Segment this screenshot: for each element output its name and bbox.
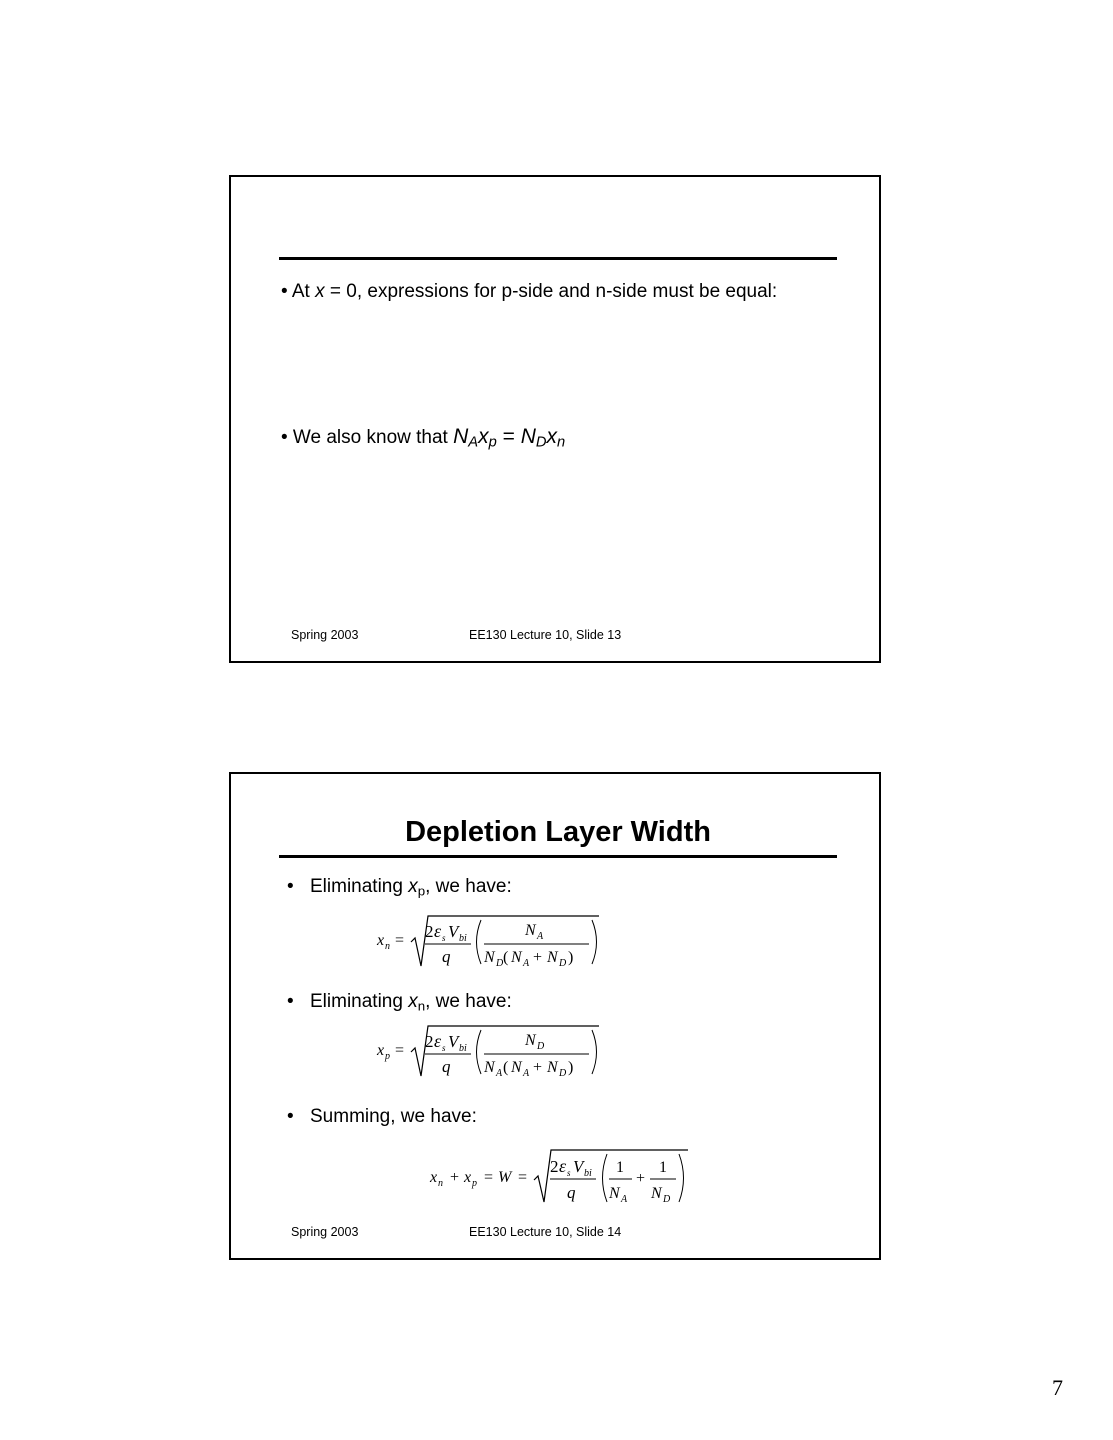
svg-text:A: A [523, 1068, 530, 1079]
bullet-summing [310, 1106, 477, 1128]
svg-text:N: N [511, 1059, 522, 1076]
bullet-text: Summing, we have: [310, 1106, 477, 1127]
svg-text:N: N [511, 949, 522, 966]
svg-text:A: A [621, 1194, 628, 1205]
svg-text:n: n [438, 1178, 443, 1189]
svg-text:(: ( [503, 949, 509, 966]
svg-text:x: x [377, 1042, 385, 1059]
math-sub: n [556, 434, 566, 451]
math-var: x [408, 876, 418, 897]
math-sub: p [488, 434, 497, 451]
math-sub: n [417, 998, 426, 1014]
bullet-eliminate-xp [310, 876, 512, 898]
math-var: x [315, 281, 325, 302]
svg-text:ε: ε [559, 1156, 567, 1176]
svg-text:D: D [496, 958, 504, 969]
svg-text:s: s [567, 1168, 571, 1178]
svg-text:=: = [484, 1169, 494, 1186]
svg-text:2: 2 [550, 1157, 559, 1176]
title-rule [279, 855, 837, 858]
svg-text:N: N [547, 949, 558, 966]
charge-balance-relation [453, 425, 566, 451]
svg-text:D: D [663, 1194, 671, 1205]
svg-text:+: + [636, 1170, 646, 1187]
slide-13 [229, 175, 881, 663]
math-sub: A [468, 434, 479, 451]
page-number: 7 [1052, 1375, 1063, 1400]
svg-text:N: N [484, 949, 495, 966]
bullet-marker: • [287, 1106, 294, 1127]
svg-text:p: p [472, 1178, 477, 1189]
bullet-text: • At [281, 281, 316, 302]
bullet-marker: • [287, 876, 294, 897]
math-var: N [453, 425, 469, 448]
bullet-equal-expressions [281, 281, 777, 303]
svg-text:p: p [385, 1051, 390, 1062]
svg-text:N: N [525, 1032, 536, 1049]
svg-text:+: + [533, 949, 543, 966]
svg-text:+: + [450, 1169, 460, 1186]
svg-text:bi: bi [584, 1168, 592, 1179]
svg-text:D: D [559, 958, 567, 969]
svg-text:ε: ε [434, 921, 442, 941]
svg-text:W: W [498, 1169, 512, 1186]
slide-title: Depletion Layer Width [405, 816, 711, 848]
svg-text:ε: ε [434, 1031, 442, 1051]
svg-text:N: N [525, 922, 536, 939]
svg-text:=: = [395, 932, 405, 949]
bullet-charge-balance [281, 425, 565, 449]
svg-text:): ) [568, 949, 574, 966]
math-sub: p [417, 883, 426, 899]
svg-text:bi: bi [459, 933, 467, 944]
svg-text:): ) [568, 1059, 574, 1076]
svg-text:D: D [559, 1068, 567, 1079]
equation-xn [371, 908, 611, 970]
svg-text:V: V [573, 1157, 584, 1176]
svg-text:1: 1 [659, 1159, 667, 1176]
equation-depletion-width [426, 1142, 696, 1206]
svg-text:+: + [533, 1059, 543, 1076]
svg-text:A: A [523, 958, 530, 969]
bullet-text: Eliminating [310, 991, 409, 1012]
bullet-text: Eliminating [310, 876, 409, 897]
bullet-text: , we have: [425, 991, 512, 1012]
bullet-marker: • [287, 991, 294, 1012]
svg-text:A: A [537, 931, 544, 942]
bullet-text: , we have: [425, 876, 512, 897]
math-eq: = [496, 425, 521, 448]
svg-text:N: N [547, 1059, 558, 1076]
svg-text:N: N [484, 1059, 495, 1076]
svg-text:q: q [442, 1057, 451, 1076]
svg-text:bi: bi [459, 1043, 467, 1054]
svg-text:=: = [518, 1169, 528, 1186]
title-rule [279, 257, 837, 260]
svg-text:1: 1 [616, 1159, 624, 1176]
footer-slide-id: EE130 Lecture 10, Slide 14 [469, 1225, 622, 1239]
math-var: x [408, 991, 418, 1012]
svg-text:2: 2 [425, 922, 434, 941]
svg-text:V: V [448, 1032, 459, 1051]
svg-text:s: s [442, 933, 446, 943]
footer-slide-id: EE130 Lecture 10, Slide 13 [469, 628, 622, 642]
svg-text:N: N [651, 1185, 662, 1202]
math-var: x [546, 425, 557, 448]
math-var: N [520, 425, 536, 448]
svg-text:=: = [395, 1042, 405, 1059]
svg-text:N: N [609, 1185, 620, 1202]
bullet-text: • We also know that [281, 427, 454, 448]
svg-text:D: D [537, 1041, 545, 1052]
svg-text:s: s [442, 1043, 446, 1053]
math-sub: D [535, 434, 547, 451]
svg-text:q: q [567, 1183, 576, 1202]
slide-14 [229, 772, 881, 1260]
math-var: x [478, 425, 489, 448]
svg-text:x: x [377, 932, 385, 949]
svg-text:q: q [442, 947, 451, 966]
footer-date: Spring 2003 [291, 1225, 359, 1239]
svg-text:V: V [448, 922, 459, 941]
bullet-text: = 0, expressions for p-side and n-side must be equal: [324, 281, 778, 302]
svg-text:x: x [464, 1169, 472, 1186]
svg-text:n: n [385, 941, 390, 952]
equation-xp [371, 1018, 611, 1080]
svg-text:(: ( [503, 1059, 509, 1076]
bullet-eliminate-xn [310, 991, 512, 1013]
svg-text:x: x [430, 1169, 438, 1186]
svg-text:A: A [496, 1068, 503, 1079]
svg-text:2: 2 [425, 1032, 434, 1051]
footer-date: Spring 2003 [291, 628, 359, 642]
